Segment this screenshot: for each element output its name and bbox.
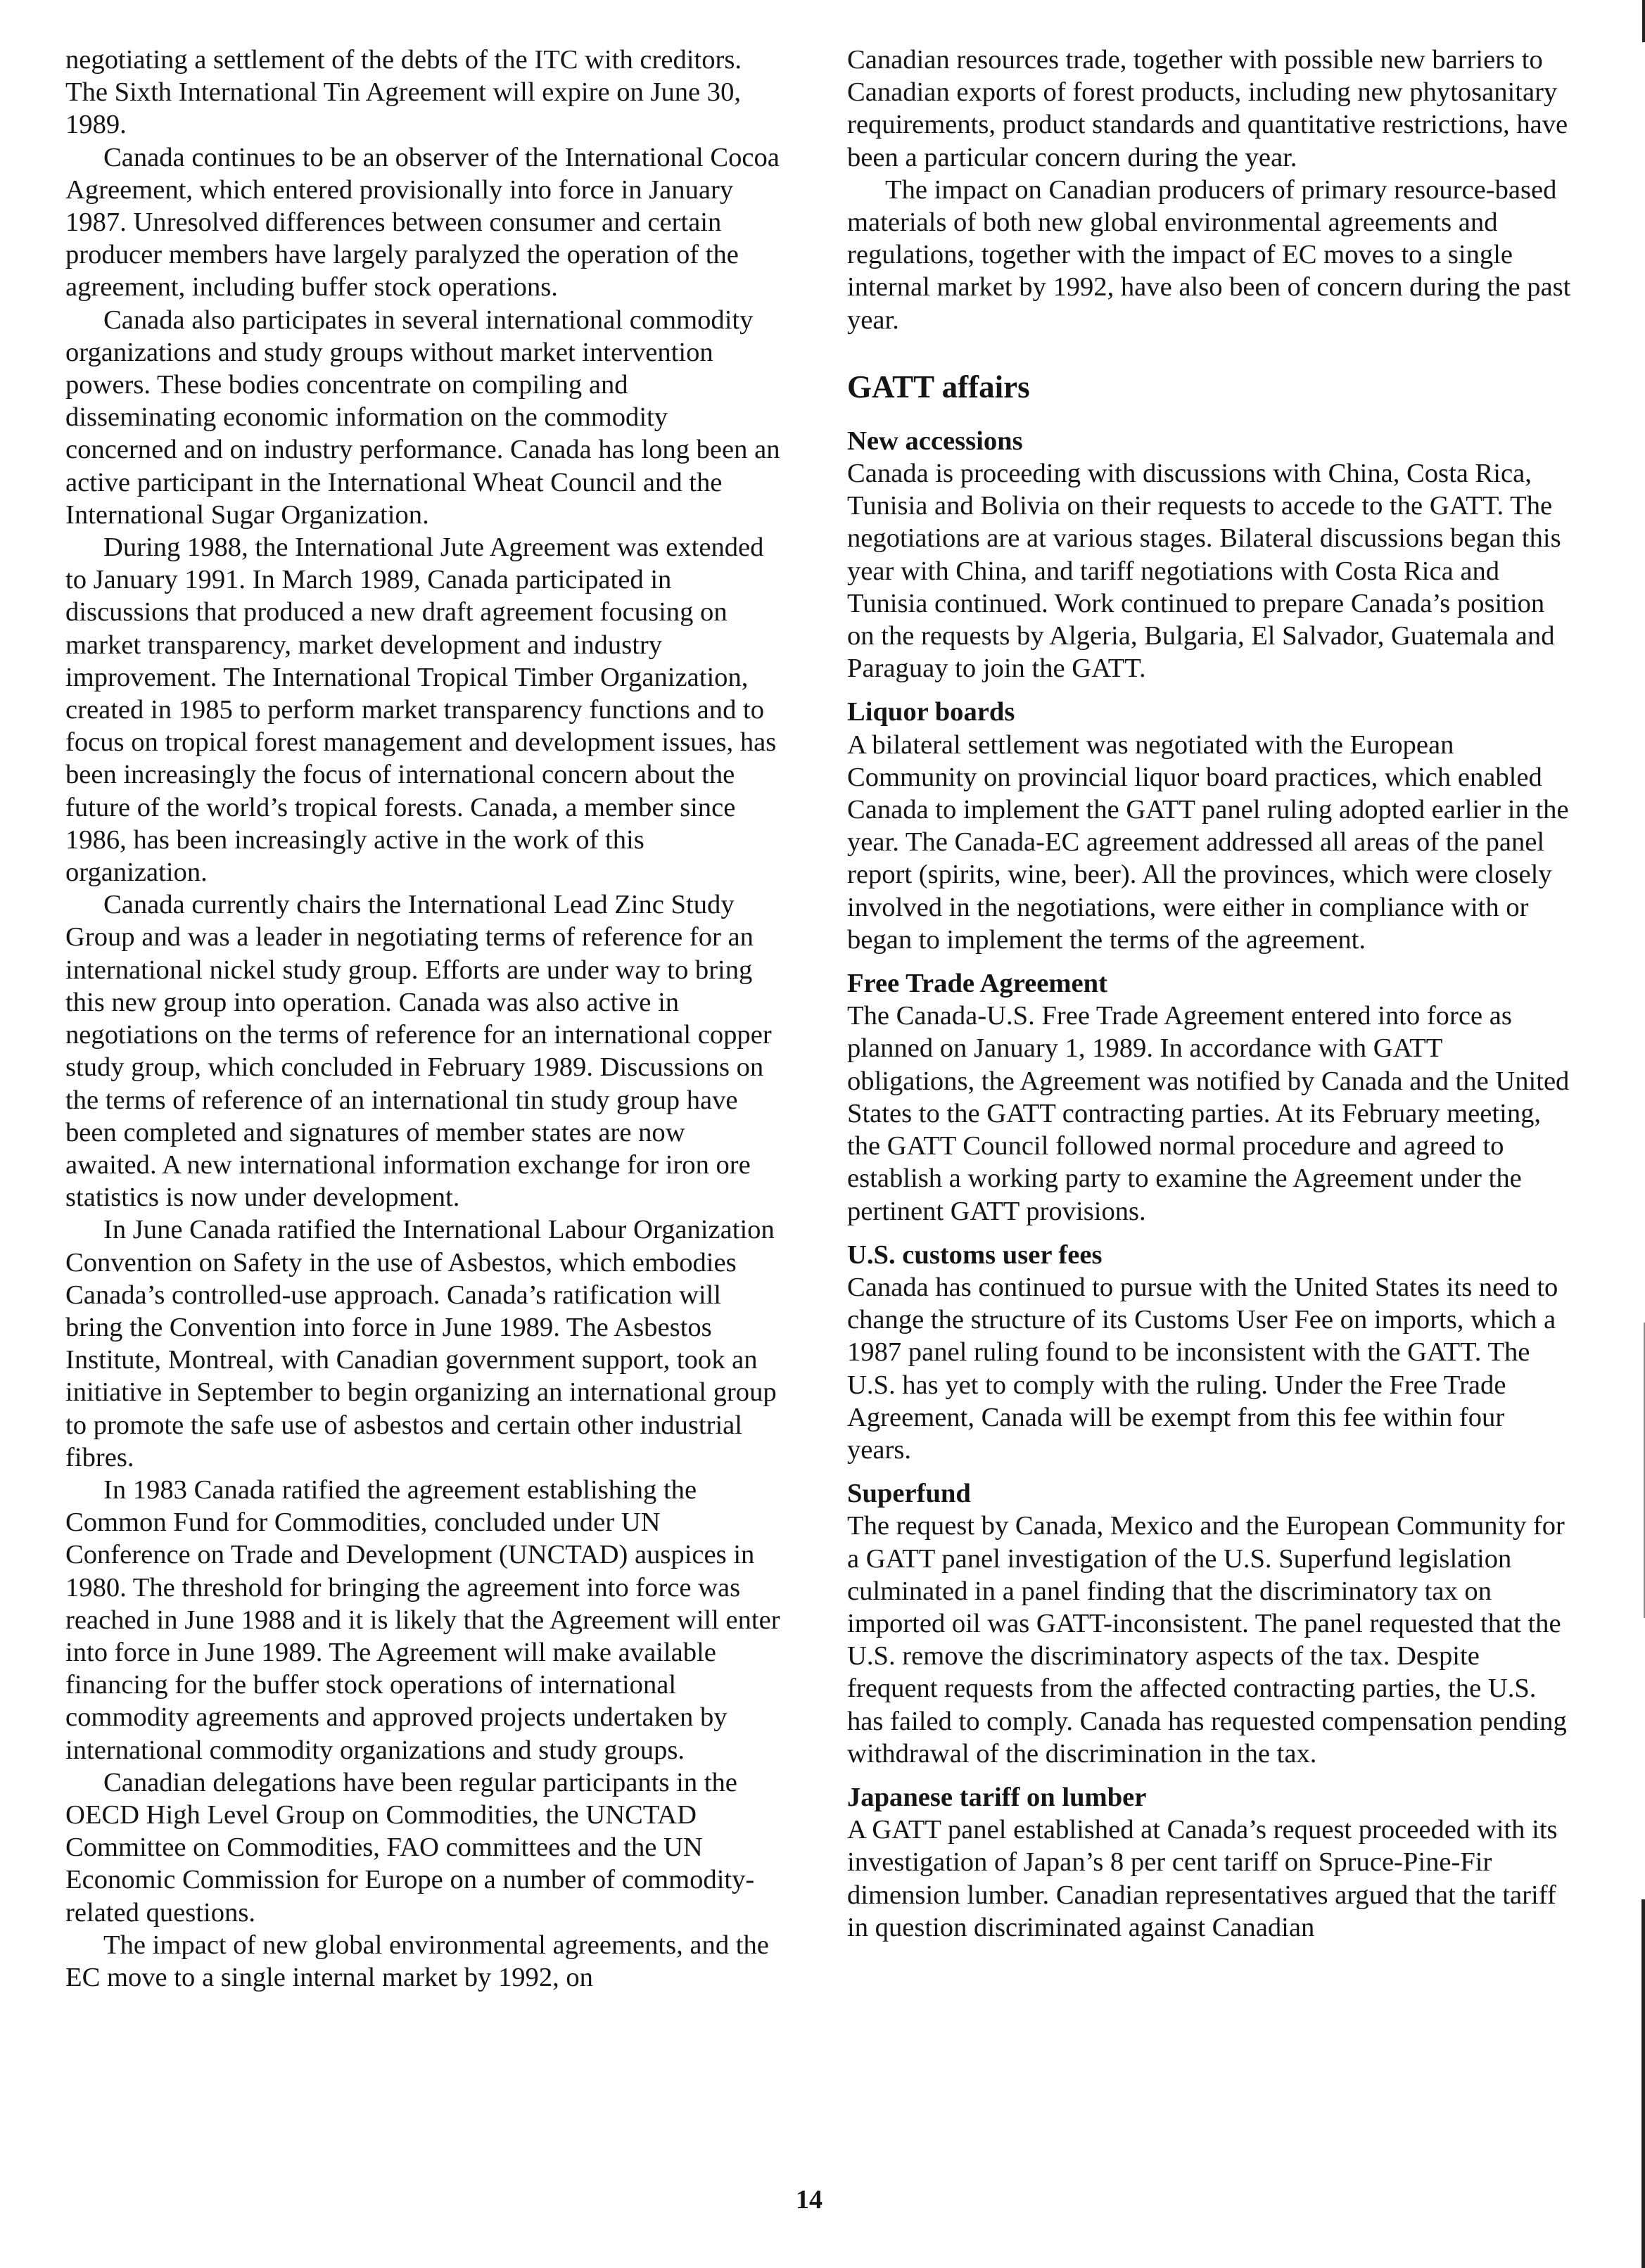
section-heading: GATT affairs (847, 369, 1030, 404)
scan-edge-mark (1641, 1899, 1645, 2268)
subsection-free-trade-agreement (847, 967, 1572, 1228)
subsection-liquor-boards (847, 696, 1572, 956)
paragraph: Canada currently chairs the International Lead Zinc Study Group and was a leader in negotiating terms of reference for an international nickel study group. Efforts are under way to bring this new group into operation. Canada was also active in negotiations on the terms of reference for an international copper study group, which concluded in February 1989. Discussions on the terms of reference of an international tin study group have been completed and signatures of member states are now awaited. A new international information exchange for iron ore statistics is now under development. (65, 890, 772, 1213)
subsection-heading: New accessions (847, 426, 1023, 456)
subsection-text: The Canada-U.S. Free Trade Agreement entered into force as planned on January 1, 1989. In accordance with GATT obligations, the Agreement was notified by Canada and the United States to the GATT contracting parties. At its February meeting, the GATT Council followed normal procedure and agreed to establish a working party to examine the Agreement under the pertinent GATT provisions. (847, 1001, 1570, 1226)
subsection-superfund (847, 1477, 1572, 1770)
subsection-new-accessions (847, 425, 1572, 685)
paragraph: In 1983 Canada ratified the agreement establishing the Common Fund for Commodities, concluded under UN Conference on Trade and Development (UNCTAD) auspices in 1980. The threshold for bringing the agreement into force was reached in June 1988 and it is likely that the Agreement will enter into force in June 1989. The Agreement will make available financing for the buffer stock operations of international commodity agreements and approved projects undertaken by international commodity organizations and study groups. (65, 1474, 780, 1765)
paragraph: The impact on Canadian producers of primary resource-based materials of both new global environmental agreements and regulations, together with the impact of EC moves to a single internal market by 1992, have also been of concern during the past year. (847, 174, 1571, 335)
subsection-text: A bilateral settlement was negotiated with the European Community on provincial liquor board practices, which enabled Canada to implement the GATT panel ruling adopted earlier in the year. The Canada-EC agreement addressed all areas of the panel report (spirits, wine, beer). All the provinces, which were closely involved in the negotiations, were either in compliance with or began to implement the terms of the agreement. (847, 730, 1569, 955)
subsection-us-customs-user-fees (847, 1239, 1572, 1466)
left-column (65, 44, 780, 1994)
paragraph: During 1988, the International Jute Agreement was extended to January 1991. In March 1989, Canada participated in discussions that produced a new draft agreement focusing on market transparency, market development and industry improvement. The International Tropical Timber Organization, created in 1985 to perform market transparency functions and to focus on tropical forest management and development issues, has been increasingly the focus of international concern about the future of the world’s tropical forests. Canada, a member since 1986, has been increasingly active in the work of this organization. (65, 533, 777, 888)
right-column (847, 44, 1572, 1944)
subsection-heading: Liquor boards (847, 697, 1015, 727)
paragraph: Canadian resources trade, together with possible new barriers to Canadian exports of forest products, including new phytosanitary requirements, product standards and quantitative restrictions, have been a particular concern during the year. (847, 45, 1568, 172)
paragraph: Canada also participates in several international commodity organizations and study groups without market intervention powers. These bodies concentrate on compiling and disseminating economic information on the commodity concerned and on industry performance. Canada has long been an active participant in the International Wheat Council and the International Sugar Organization. (65, 305, 780, 530)
subsection-text: A GATT panel established at Canada’s request proceeded with its investigation of Japan’s 8 per cent tariff on Spruce-Pine-Fir dimension lumber. Canadian representatives argued that the tariff in question discriminated against Canadian (847, 1815, 1558, 1942)
paragraph: Canada continues to be an observer of the International Cocoa Agreement, which entered provisionally into force in January 1987. Unresolved differences between consumer and certain producer members have largely paralyzed the operation of the agreement, including buffer stock operations. (65, 142, 780, 302)
subsection-heading: U.S. customs user fees (847, 1240, 1103, 1270)
paragraph: negotiating a settlement of the debts of the ITC with creditors. The Sixth International Tin Agreement will expire on June 30, 1989. (65, 45, 742, 140)
paragraph: The impact of new global environmental agreements, and the EC move to a single internal market by 1992, on (65, 1930, 769, 1992)
subsection-text: The request by Canada, Mexico and the European Community for a GATT panel investigation of the U.S. Superfund legislation culminated in a panel finding that the discriminatory tax on imported oil was GATT-inconsistent. The panel requested that the U.S. remove the discriminatory aspects of the tax. Despite frequent requests from the affected contracting parties, the U.S. has failed to comply. Canada has requested compensation pending withdrawal of the discrimination in the tax. (847, 1511, 1567, 1769)
scan-edge-mark (1642, 0, 1645, 42)
page-number: 14 (796, 2185, 823, 2215)
paragraph: Canadian delegations have been regular participants in the OECD High Level Group on Commodities, the UNCTAD Committee on Commodities, FAO committees and the UN Economic Commission for Europe on a number of commodity-related questions. (65, 1767, 755, 1928)
subsection-text: Canada has continued to pursue with the United States its need to change the structure of its Customs User Fee on imports, which a 1987 panel ruling found to be inconsistent with the GATT. The U.S. has yet to comply with the ruling. Under the Free Trade Agreement, Canada will be exempt from this fee within four years. (847, 1272, 1558, 1465)
subsection-heading: Superfund (847, 1479, 971, 1509)
paragraph: In June Canada ratified the International Labour Organization Convention on Safety in the use of Asbestos, which embodies Canada’s controlled-use approach. Canada’s ratification will bring the Convention into force in June 1989. The Asbestos Institute, Montreal, with Canadian government support, took an initiative in September to begin organizing an international group to promote the safe use of asbestos and certain other industrial fibres. (65, 1215, 777, 1472)
subsection-heading: Japanese tariff on lumber (847, 1782, 1147, 1812)
subsection-heading: Free Trade Agreement (847, 969, 1107, 999)
subsection-text: Canada is proceeding with discussions with China, Costa Rica, Tunisia and Bolivia on their requests to accede to the GATT. The negotiations are at various stages. Bilateral discussions began this year with China, and tariff negotiations with Costa Rica and Tunisia continued. Work continued to prepare Canada’s position on the requests by Algeria, Bulgaria, El Salvador, Guatemala and Paraguay to join the GATT. (847, 459, 1561, 684)
subsection-japanese-tariff-on-lumber (847, 1781, 1572, 1944)
